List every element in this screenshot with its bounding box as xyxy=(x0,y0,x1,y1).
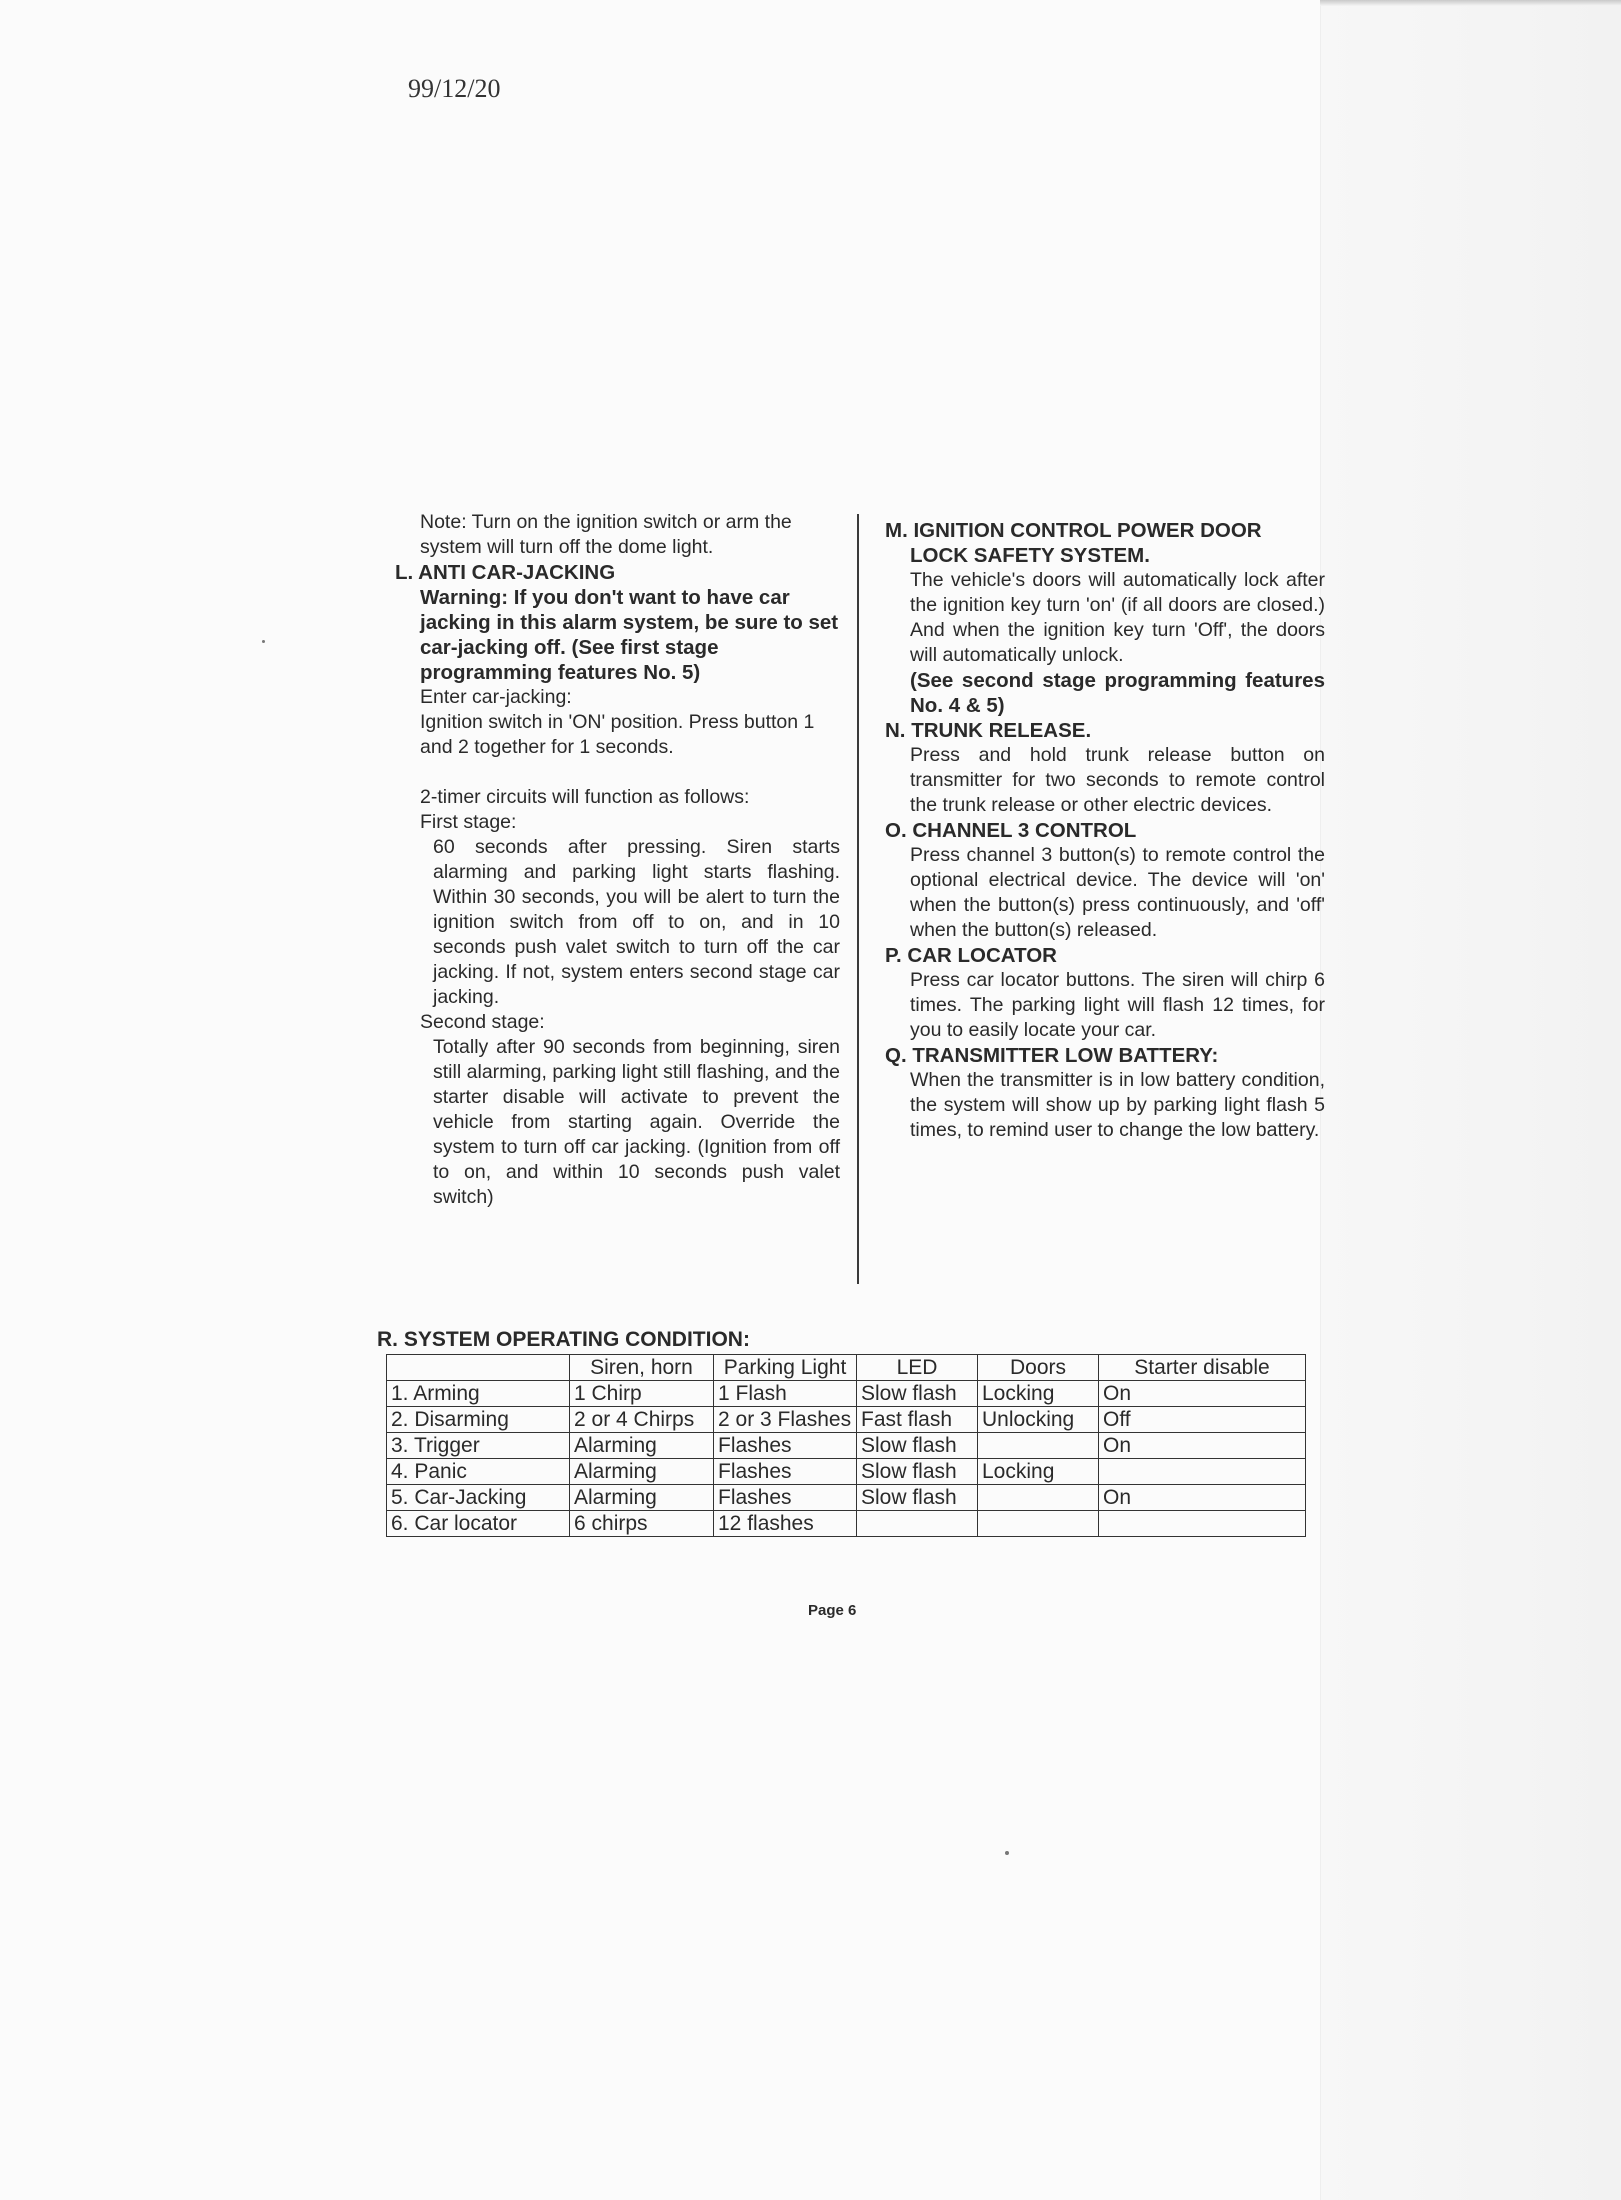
enter-car-jacking-text: Ignition switch in 'ON' position. Press button 1 and 2 together for 1 seconds. xyxy=(420,711,815,758)
table-cell: 1. Arming xyxy=(387,1381,570,1407)
table-cell: 2. Disarming xyxy=(387,1407,570,1433)
table-cell: Off xyxy=(1099,1407,1306,1433)
scan-edge-shadow xyxy=(1320,0,1621,6)
table-cell: Alarming xyxy=(570,1433,714,1459)
section-p-title: P. CAR LOCATOR xyxy=(885,944,1057,967)
car-jacking-warning: Warning: If you don't want to have car jacking in this alarm system, be sure to set car-jacking off. (See first stage programming features No. 5) xyxy=(420,586,839,684)
table-cell xyxy=(1099,1511,1306,1537)
table-row xyxy=(387,1459,1306,1485)
table-cell: On xyxy=(1099,1433,1306,1459)
table-cell: Slow flash xyxy=(857,1433,978,1459)
column-divider xyxy=(857,514,859,1284)
scan-speck xyxy=(262,640,265,643)
left-column xyxy=(395,510,840,1210)
table-row xyxy=(387,1485,1306,1511)
table-cell: 3. Trigger xyxy=(387,1433,570,1459)
table-row xyxy=(387,1407,1306,1433)
table-header-cell: Parking Light xyxy=(714,1355,857,1381)
table-cell xyxy=(1099,1459,1306,1485)
document-date: 99/12/20 xyxy=(408,74,501,103)
table-cell: 2 or 4 Chirps xyxy=(570,1407,714,1433)
table-cell xyxy=(857,1511,978,1537)
section-m-text: The vehicle's doors will automatically lock after the ignition key turn 'on' (if all doors are closed.) And when the ignition key turn 'Off', the doors will automatically unlock. xyxy=(910,569,1325,666)
table-header-cell: Siren, horn xyxy=(570,1355,714,1381)
spacer xyxy=(395,760,840,785)
first-stage-text: 60 seconds after pressing. Siren starts alarming and parking light starts flashing. Within 30 seconds, you will be alert to turn the ignition switch from off to on, and in 10 seconds push valet switch to turn off the car jacking. If not, system enters second stage car jacking. xyxy=(433,836,840,1008)
second-stage-label: Second stage: xyxy=(420,1011,545,1033)
table-header-cell: Doors xyxy=(978,1355,1099,1381)
table-cell: Flashes xyxy=(714,1433,857,1459)
table-header-row xyxy=(387,1355,1306,1381)
section-n-text: Press and hold trunk release button on transmitter for two seconds to remote control the trunk release or other electric devices. xyxy=(910,744,1325,816)
first-stage-label: First stage: xyxy=(420,811,517,833)
dome-light-note: Note: Turn on the ignition switch or arm the system will turn off the dome light. xyxy=(420,511,792,558)
table-cell: Flashes xyxy=(714,1485,857,1511)
table-title: R. SYSTEM OPERATING CONDITION: xyxy=(377,1328,750,1351)
table-cell: 1 Chirp xyxy=(570,1381,714,1407)
table-cell xyxy=(978,1511,1099,1537)
scan-speck xyxy=(1005,1851,1009,1855)
operating-condition-table xyxy=(386,1354,1306,1537)
table-cell xyxy=(978,1485,1099,1511)
table-cell: Unlocking xyxy=(978,1407,1099,1433)
table-header-cell: Starter disable xyxy=(1099,1355,1306,1381)
section-q-text: When the transmitter is in low battery condition, the system will show up by parking light flash 5 times, to remind user to change the low battery. xyxy=(910,1069,1325,1141)
table-row xyxy=(387,1511,1306,1537)
page-number: Page 6 xyxy=(808,1602,857,1619)
timer-intro: 2-timer circuits will function as follows: xyxy=(420,786,750,808)
section-l-title: L. ANTI CAR-JACKING xyxy=(395,561,616,584)
table-header-cell: LED xyxy=(857,1355,978,1381)
second-stage-text: Totally after 90 seconds from beginning, siren still alarming, parking light still flashing, and the starter disable will activate to prevent the vehicle from starting again. Override the system to turn off car jacking. (Ignition from off to on, and within 10 seconds push valet switch) xyxy=(433,1036,840,1208)
table-cell: 2 or 3 Flashes xyxy=(714,1407,857,1433)
table-cell xyxy=(978,1433,1099,1459)
section-o-title: O. CHANNEL 3 CONTROL xyxy=(885,819,1137,842)
scan-margin xyxy=(1320,0,1621,2200)
table-header-cell xyxy=(387,1355,570,1381)
section-n-title: N. TRUNK RELEASE. xyxy=(885,719,1092,742)
section-p-text: Press car locator buttons. The siren will chirp 6 times. The parking light will flash 12 times, for you to easily locate your car. xyxy=(910,969,1325,1041)
table-row xyxy=(387,1381,1306,1407)
table-cell: Fast flash xyxy=(857,1407,978,1433)
section-o-text: Press channel 3 button(s) to remote control the optional electrical device. The device will 'on' when the button(s) press continuously, and 'off' when the button(s) released. xyxy=(910,844,1325,941)
section-m-title-line2: LOCK SAFETY SYSTEM. xyxy=(910,544,1150,567)
table-cell: On xyxy=(1099,1381,1306,1407)
table-cell: 1 Flash xyxy=(714,1381,857,1407)
table-cell: Slow flash xyxy=(857,1459,978,1485)
table-cell: Slow flash xyxy=(857,1485,978,1511)
right-column xyxy=(885,518,1325,1143)
table-cell: 12 flashes xyxy=(714,1511,857,1537)
table-cell: 4. Panic xyxy=(387,1459,570,1485)
section-m-title-line1: M. IGNITION CONTROL POWER DOOR xyxy=(885,519,1262,542)
table-cell: Alarming xyxy=(570,1459,714,1485)
table-cell: 6. Car locator xyxy=(387,1511,570,1537)
table-cell: 5. Car-Jacking xyxy=(387,1485,570,1511)
enter-car-jacking-label: Enter car-jacking: xyxy=(420,686,572,708)
table-cell: Locking xyxy=(978,1459,1099,1485)
table-row xyxy=(387,1433,1306,1459)
section-q-title: Q. TRANSMITTER LOW BATTERY: xyxy=(885,1044,1219,1067)
table-cell: Alarming xyxy=(570,1485,714,1511)
section-m-reference: (See second stage programming features No. 4 & 5) xyxy=(910,669,1325,717)
table-cell: On xyxy=(1099,1485,1306,1511)
table-cell: Flashes xyxy=(714,1459,857,1485)
table-cell: Slow flash xyxy=(857,1381,978,1407)
table-cell: Locking xyxy=(978,1381,1099,1407)
table-cell: 6 chirps xyxy=(570,1511,714,1537)
